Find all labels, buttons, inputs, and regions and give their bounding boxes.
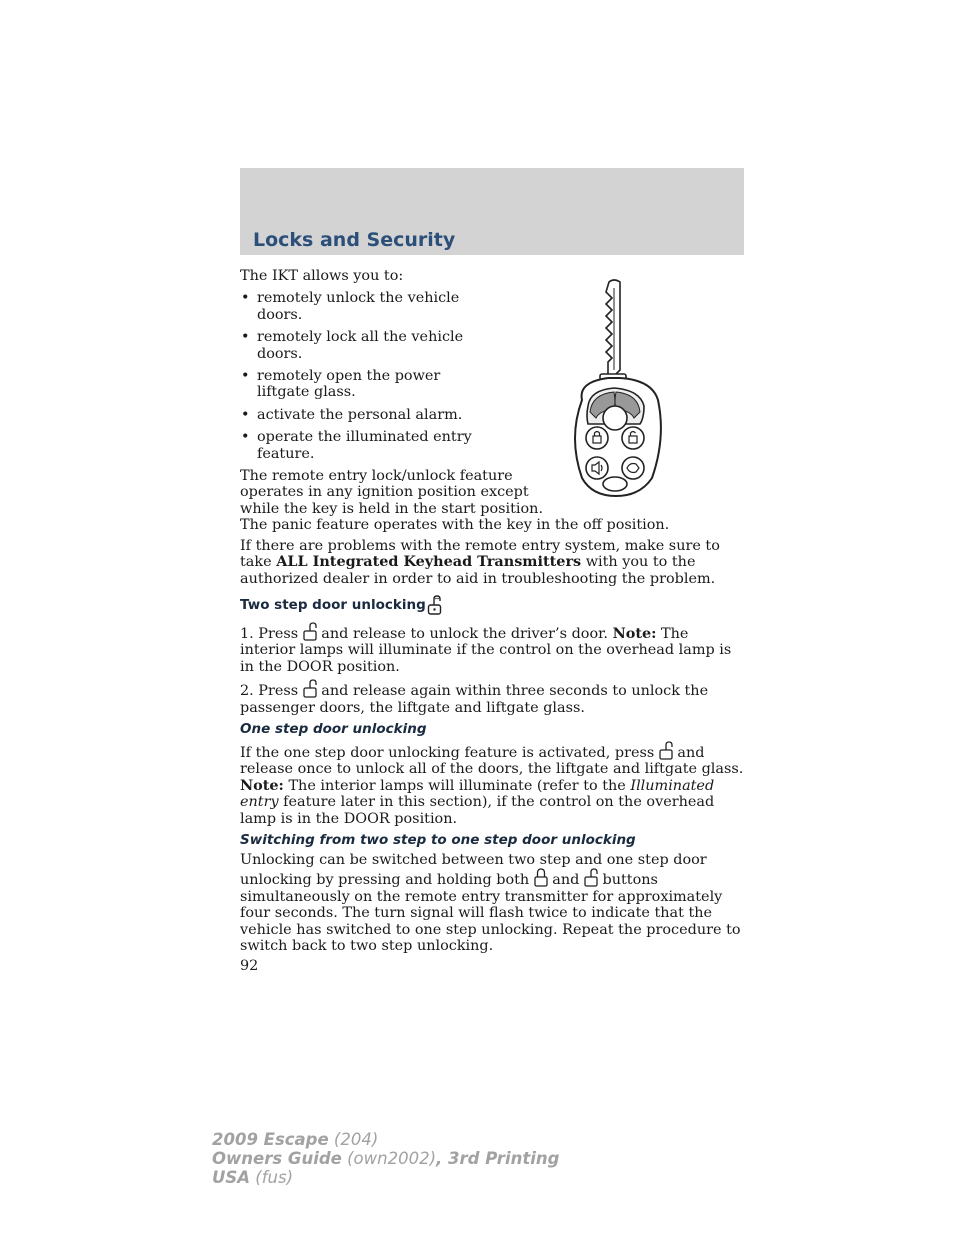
list-item: • remotely lock all the vehicle doors.	[240, 329, 490, 362]
unlock-icon	[659, 741, 673, 760]
footer-line-market: USA (fus)	[212, 1168, 294, 1187]
list-item: • remotely unlock the vehicle doors.	[240, 290, 490, 323]
list-item: • activate the personal alarm.	[240, 407, 490, 423]
one-step-paragraph: If the one step door unlocking feature is activated, press and release once to unlock all of the doors, the liftgate and liftgate glass. Note: The interior lamps will illuminate (refer to the Illuminated entry feature later in this section), if the control on the overhead lamp is in the DOOR position.	[240, 741, 744, 827]
footer-line-model: 2009 Escape (204)	[212, 1130, 379, 1149]
two-step-heading: Two step door unlocking	[240, 595, 744, 615]
footer-line-guide: Owners Guide (own2002), 3rd Printing	[212, 1149, 560, 1168]
feature-list	[240, 290, 490, 462]
list-item: • operate the illuminated entry feature.	[240, 429, 490, 462]
unlock-icon	[303, 679, 317, 698]
unlock-icon	[584, 868, 598, 887]
page-content	[240, 266, 744, 979]
key-fob-illustration	[570, 278, 672, 502]
intro-text: The IKT allows you to:	[240, 268, 404, 284]
switching-paragraph: Unlocking can be switched between two step and one step door unlocking by pressing and holding both and buttons simultaneously on the remote entry transmitter for approximately four seconds. The turn signal will flash twice to indicate that the vehicle has switched to one step unlocking. Repeat the procedure to switch back to two step unlocking.	[240, 851, 741, 954]
section-header-band	[240, 168, 744, 255]
step-two-paragraph: 2. Press and release again within three seconds to unlock the passenger doors, the liftgate and liftgate glass.	[240, 679, 744, 716]
page-number: 92	[240, 958, 259, 975]
list-item: • remotely open the power liftgate glass.	[240, 368, 490, 401]
unlock-icon	[303, 622, 317, 641]
problems-paragraph: If there are problems with the remote entry system, make sure to take ALL Integrated Keyhead Transmitters with you to the authorized dealer in order to aid in troubleshooting the problem.	[240, 537, 720, 587]
unlock-icon	[427, 595, 443, 615]
remote-entry-paragraph: The remote entry lock/unlock feature operates in any ignition position except while the key is held in the start position. The panic feature operates with the key in the off position.	[240, 468, 670, 534]
step-one-paragraph: 1. Press and release to unlock the driver’s door. Note: The interior lamps will illuminate if the control on the overhead lamp is in the DOOR position.	[240, 622, 744, 675]
document-footer	[212, 1130, 559, 1187]
section-title: Locks and Security	[253, 229, 456, 251]
one-step-heading: One step door unlocking	[240, 720, 427, 737]
switching-heading: Switching from two step to one step door unlocking	[240, 831, 636, 848]
lock-icon	[534, 868, 548, 887]
